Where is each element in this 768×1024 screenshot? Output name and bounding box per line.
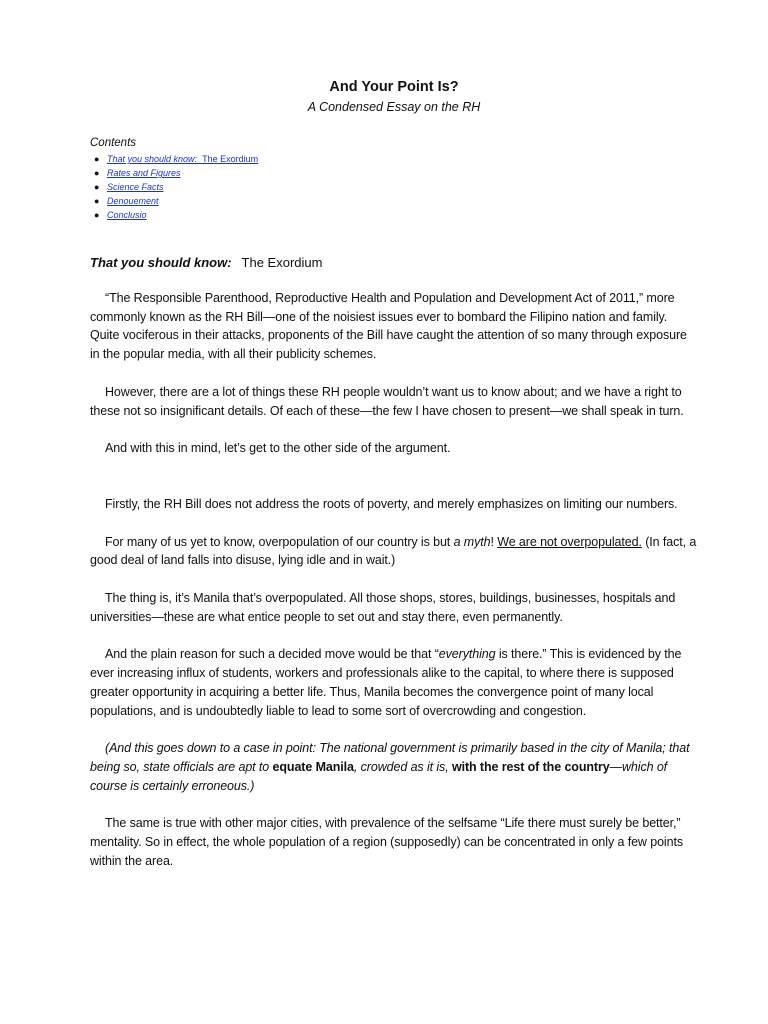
toc-link-exordium[interactable]: [107, 154, 258, 164]
section-heading-name: The Exordium: [241, 255, 323, 270]
toc-link-science-facts[interactable]: Science Facts: [107, 182, 164, 192]
text-run: is there.” This is evidenced by the ever increasing influx of students, workers and professionals alike to the capital, to where there is supposed greater opportunity in acquiring a better life. Thus, Manila becomes the convergence point of many local populations, and is undoubtedly liable to lead to some sort of overcrowding and congestion.: [90, 647, 682, 718]
toc-item: [90, 152, 698, 166]
text-run: —which of course is certainly erroneous.): [90, 759, 668, 793]
section-heading: [90, 254, 698, 272]
bullet-icon: ●: [94, 182, 100, 192]
text-run: !: [490, 534, 498, 549]
text-run: For many of us yet to know, overpopulation of our country is but: [105, 534, 454, 549]
text-run-underlined: We are not overpopulated.: [497, 534, 642, 549]
document-title: And Your Point Is?: [329, 79, 459, 95]
toc-link-label: That you should know:: [107, 154, 198, 164]
toc-link-rates-and-figures[interactable]: Rates and Figures: [107, 168, 181, 178]
document-subtitle: A Condensed Essay on the RH: [307, 100, 481, 114]
table-of-contents: [90, 152, 698, 222]
toc-link-suffix: The Exordium: [202, 154, 259, 164]
paragraph: The thing is, it’s Manila that’s overpopulated. All those shops, stores, buildings, businesses, hospitals and universities—these are what entice people to set out and stay there, even permanently.: [90, 591, 676, 624]
contents-heading: Contents: [90, 137, 137, 149]
paragraph: “The Responsible Parenthood, Reproductive Health and Population and Development Act of 2011,” more commonly known as the RH Bill—one of the noisiest issues ever to bombard the Filipino nation and family. Quite vociferous in their attacks, proponents of the Bill have caught the attention of so many through exposure in the popular media, with all their publicity schemes.: [90, 291, 687, 362]
text-run-italic: everything: [438, 647, 496, 662]
text-run: And the plain reason for such a decided move would be that “: [105, 647, 439, 662]
bullet-icon: ●: [94, 196, 100, 206]
paragraph: [90, 645, 698, 720]
text-run-bold: with the rest of the country: [451, 759, 610, 774]
toc-item: [90, 166, 698, 180]
toc-link-conclusio[interactable]: Conclusio: [107, 210, 147, 220]
toc-item: [90, 180, 698, 194]
toc-link-denouement[interactable]: Denouement: [107, 196, 159, 206]
text-run-italic: a myth: [453, 534, 491, 549]
bullet-icon: ●: [94, 154, 100, 164]
toc-item: [90, 208, 698, 222]
section-heading-lead: That you should know:: [90, 255, 232, 270]
paragraph-aside: [90, 739, 698, 795]
text-run: (And this goes down to a case in point: The national government is primarily based in the city of Manila; that being so, state officials are apt to: [90, 741, 690, 774]
bullet-icon: ●: [94, 168, 100, 178]
text-run: (In fact, a good deal of land falls into disuse, lying idle and in wait.): [90, 534, 697, 568]
paragraph: The same is true with other major cities, with prevalence of the selfsame “Life there must surely be better,” mentality. So in effect, the whole population of a region (supposedly) can be concentrated in only a few points within the area.: [90, 816, 683, 868]
toc-item: [90, 194, 698, 208]
text-run: , crowded as it is,: [353, 759, 452, 774]
bullet-icon: ●: [94, 210, 100, 220]
paragraph: And with this in mind, let’s get to the other side of the argument.: [105, 441, 451, 456]
paragraph: However, there are a lot of things these RH people wouldn’t want us to know about; and we have a right to these not so insignificant details. Of each of these—the few I have chosen to present—we shall speak in turn.: [90, 384, 684, 418]
text-run-bold: equate Manila: [272, 759, 354, 774]
paragraph: Firstly, the RH Bill does not address the roots of poverty, and merely emphasizes on limiting our numbers.: [105, 496, 678, 511]
paragraph: [90, 533, 698, 570]
